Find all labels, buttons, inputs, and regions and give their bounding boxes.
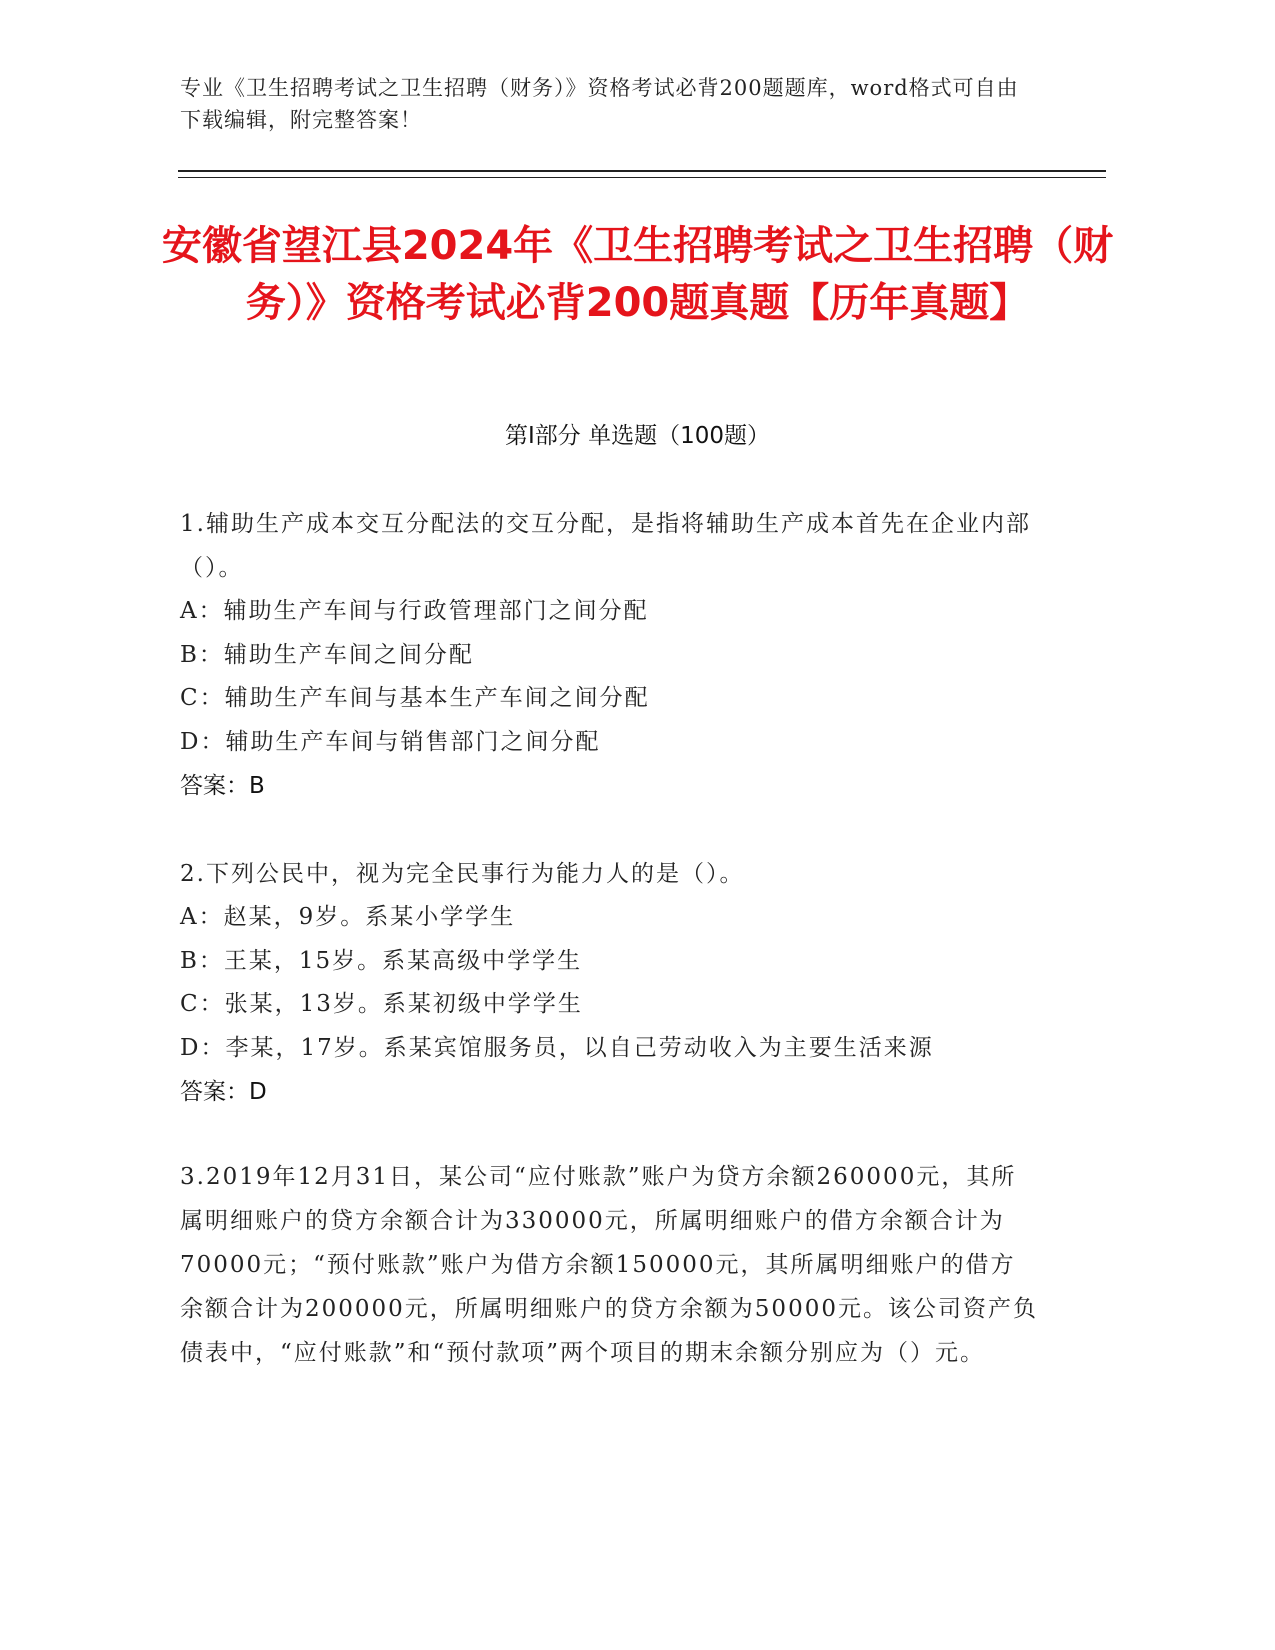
question-1 — [180, 502, 1040, 808]
option-c: C：辅助生产车间与基本生产车间之间分配 — [180, 685, 650, 711]
header-divider-thick — [178, 170, 1106, 172]
option-d: D：辅助生产车间与销售部门之间分配 — [180, 728, 601, 755]
question-stem: 3.2019年12月31日，某公司“应付账款”账户为贷方余额260000元，其所属明细账户的贷方余额合计为330000元，所属明细账户的借方余额合计为70000元；“预付账款”账户为借方余额150000元，其所属明细账户的借方余额合计为200000元，所属明细账户的贷方余额为50000元。该公司资产负债表中，“应付账款”和“预付款项”两个项目的期末余额分别应为（）元。 — [180, 1164, 1038, 1366]
answer-value: D — [249, 1079, 267, 1105]
header-divider-thin — [178, 177, 1106, 178]
answer-label: 答案： — [180, 773, 249, 799]
option-b: B：王某，15岁。系某高级中学学生 — [180, 947, 583, 974]
question-stem: 1.辅助生产成本交互分配法的交互分配，是指将辅助生产成本首先在企业内部（）。 — [180, 511, 1031, 581]
option-b: B：辅助生产车间之间分配 — [180, 641, 474, 668]
question-stem: 2.下列公民中，视为完全民事行为能力人的是（）。 — [180, 861, 745, 887]
option-a: A：辅助生产车间与行政管理部门之间分配 — [180, 598, 649, 624]
question-3 — [180, 1155, 1040, 1375]
option-a: A：赵某，9岁。系某小学学生 — [180, 904, 516, 930]
header-note: 专业《卫生招聘考试之卫生招聘（财务）》资格考试必背200题题库，word格式可自由下载编辑，附完整答案！ — [180, 76, 1019, 132]
answer — [180, 764, 1040, 808]
answer-value: B — [249, 773, 265, 799]
answer — [180, 1070, 1040, 1114]
section-heading: 第I部分 单选题（100题） — [505, 423, 770, 449]
question-2 — [180, 852, 1040, 1114]
answer-label: 答案： — [180, 1079, 249, 1105]
option-d: D：李某，17岁。系某宾馆服务员，以自己劳动收入为主要生活来源 — [180, 1034, 934, 1061]
document-title: 安徽省望江县2024年《卫生招聘考试之卫生招聘（财务）》资格考试必背200题真题【历年真题】 — [161, 223, 1114, 326]
option-c: C：张某，13岁。系某初级中学学生 — [180, 991, 583, 1017]
